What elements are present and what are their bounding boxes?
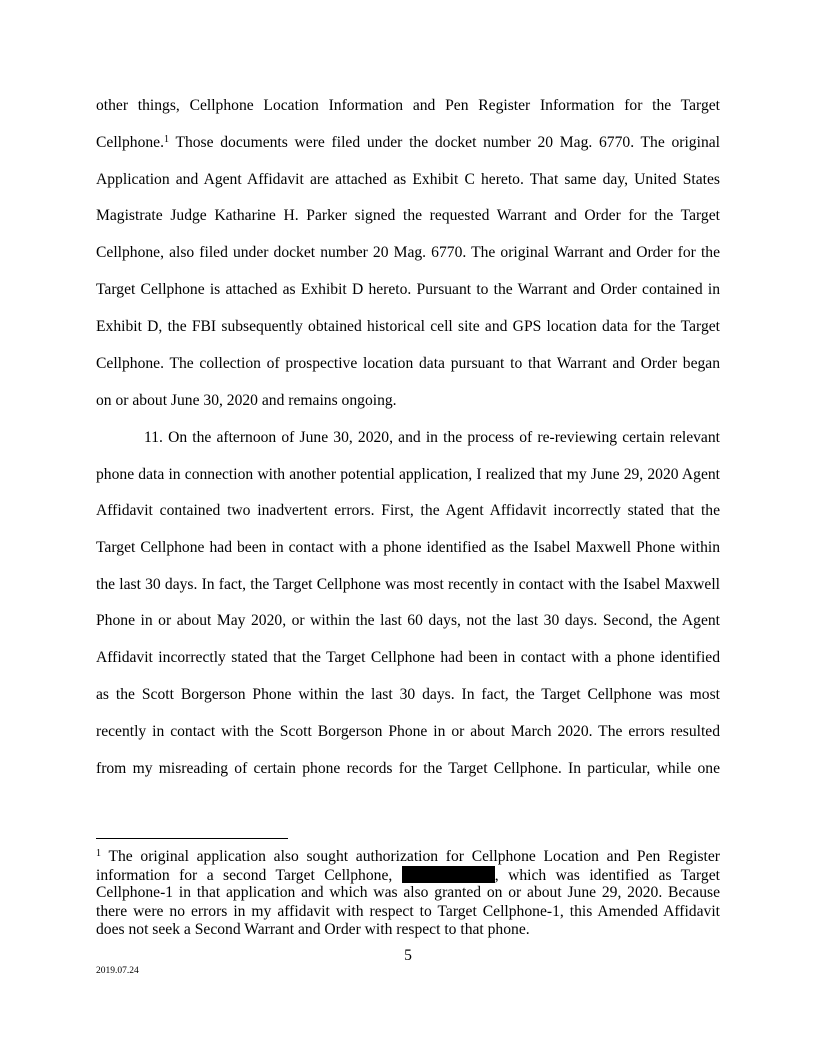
body-line: recently in contact with the Scott Borgerson Phone in or about March 2020. The errors resulted [96,723,720,740]
body-line: the last 30 days. In fact, the Target Cellphone was most recently in contact with the Isabel Maxwell [96,576,720,593]
body-line: other things, Cellphone Location Information and Pen Register Information for the Target [96,97,720,114]
body-line: as the Scott Borgerson Phone within the last 30 days. In fact, the Target Cellphone was most [96,686,720,703]
body-line: phone data in connection with another potential application, I realized that my June 29, 2020 Agent [96,466,720,483]
body-line: on or about June 30, 2020 and remains ongoing. [96,392,397,409]
footnote-text: , which was identified as Target [494,867,720,884]
footnote-line: there were no errors in my affidavit with respect to Target Cellphone-1, this Amended Affidavit [96,903,720,920]
footnote-line [96,866,720,885]
body-line: Application and Agent Affidavit are attached as Exhibit C hereto. That same day, United States [96,171,720,188]
footnote-text: The original application also sought authorization for Cellphone Location and Pen Register [101,848,720,865]
body-line: Cellphone, also filed under docket number 20 Mag. 6770. The original Warrant and Order for the [96,244,720,261]
footnote-separator [96,838,288,839]
body-line: Target Cellphone is attached as Exhibit D hereto. Pursuant to the Warrant and Order contained in [96,281,720,298]
redaction-box [402,866,495,883]
body-line: Affidavit contained two inadvertent errors. First, the Agent Affidavit incorrectly stated that the [96,502,720,519]
body-line: Cellphone. The collection of prospective location data pursuant to that Warrant and Order began [96,355,720,372]
footnote-marker: 1 [96,848,101,859]
body-line: Exhibit D, the FBI subsequently obtained historical cell site and GPS location data for the Target [96,318,720,335]
body-line-text: Those documents were filed under the docket number 20 Mag. 6770. The original [169,134,720,151]
footnote-line: does not seek a Second Warrant and Order with respect to that phone. [96,921,530,938]
footer-date: 2019.07.24 [96,966,139,976]
footnote-line: Cellphone-1 in that application and which was also granted on or about June 29, 2020. Because [96,884,720,901]
footnote-line [96,848,720,866]
body-line [96,134,720,152]
body-line-text: Cellphone. [96,134,164,151]
footnote-text: information for a second Target Cellphone, [96,867,393,884]
paragraph-11-first-line: 11. On the afternoon of June 30, 2020, and in the process of re-reviewing certain relevant [144,429,720,446]
body-line: Affidavit incorrectly stated that the Target Cellphone had been in contact with a phone identified [96,649,720,666]
body-line: Phone in or about May 2020, or within the last 60 days, not the last 30 days. Second, the Agent [96,612,720,629]
body-line: Target Cellphone had been in contact with a phone identified as the Isabel Maxwell Phone within [96,539,720,556]
footnote-reference: 1 [164,134,169,145]
body-line: from my misreading of certain phone records for the Target Cellphone. In particular, while one [96,760,720,777]
body-line: Magistrate Judge Katharine H. Parker signed the requested Warrant and Order for the Target [96,207,720,224]
page-number: 5 [404,947,412,964]
